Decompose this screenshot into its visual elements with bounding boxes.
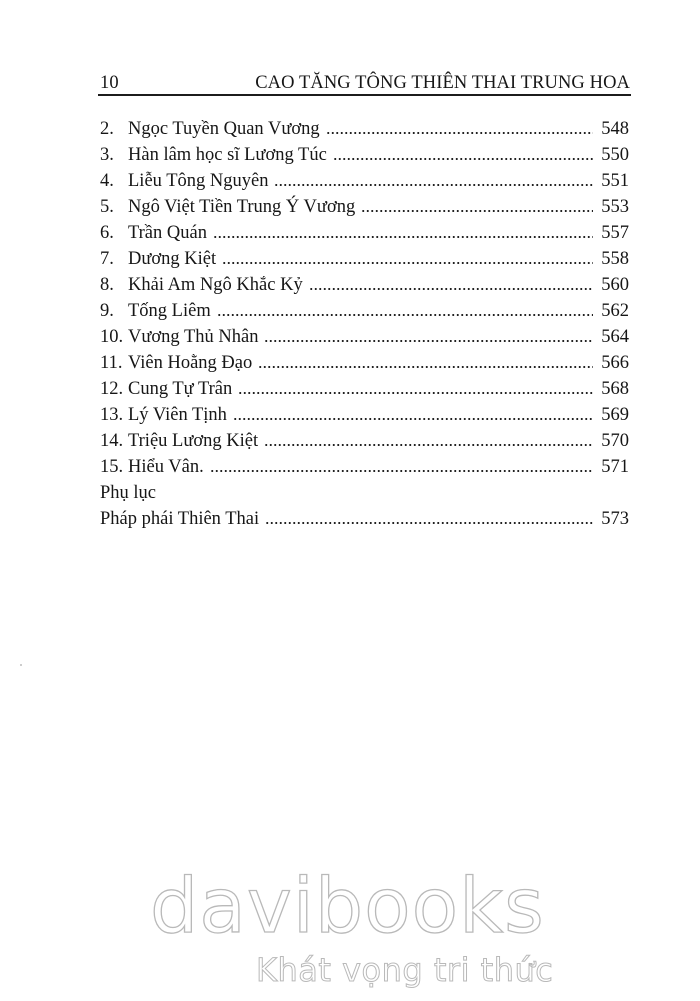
toc-entry-title: Liễu Tông Nguyên xyxy=(128,170,269,191)
toc-entry-page: 562 xyxy=(601,300,629,321)
toc-entry xyxy=(100,428,629,454)
toc-entry xyxy=(100,168,629,194)
dot-leader xyxy=(238,389,593,397)
toc-entry-title: Triệu Lương Kiệt xyxy=(128,430,259,451)
toc-entry-page: 564 xyxy=(601,326,629,347)
toc-entry-page: 548 xyxy=(601,118,629,139)
dot-leader xyxy=(265,519,593,527)
toc-entry-page: 551 xyxy=(601,170,629,191)
toc-entry-page: 550 xyxy=(601,144,629,165)
appendix-entry-page: 573 xyxy=(601,508,629,529)
toc-entry-number: 12. xyxy=(100,378,124,399)
table-of-contents xyxy=(100,116,629,532)
appendix-entry xyxy=(100,506,629,532)
toc-entry xyxy=(100,454,629,480)
toc-entry xyxy=(100,324,629,350)
page-number: 10 xyxy=(100,73,119,93)
dot-leader xyxy=(326,129,593,137)
toc-entry xyxy=(100,376,629,402)
dot-leader xyxy=(213,233,593,241)
toc-entry-number: 2. xyxy=(100,118,114,139)
dot-leader xyxy=(222,259,593,267)
toc-entry-number: 10. xyxy=(100,326,124,347)
toc-entry-number: 7. xyxy=(100,248,114,269)
toc-entry-title: Lý Viên Tịnh xyxy=(128,404,227,425)
toc-entry xyxy=(100,402,629,428)
dot-leader xyxy=(264,441,593,449)
toc-entry-number: 11. xyxy=(100,352,123,373)
toc-entry-number: 14. xyxy=(100,430,124,451)
dot-leader xyxy=(361,207,593,215)
toc-entry-title: Khải Am Ngô Khắc Kỷ xyxy=(128,274,303,295)
toc-entry-title: Tống Liêm xyxy=(128,300,211,321)
toc-entry xyxy=(100,350,629,376)
toc-entry xyxy=(100,116,629,142)
toc-entry-page: 569 xyxy=(601,404,629,425)
running-header xyxy=(100,64,630,94)
toc-entry-title: Ngọc Tuyền Quan Vương xyxy=(128,118,320,139)
toc-entry-number: 3. xyxy=(100,144,114,165)
toc-entry xyxy=(100,272,629,298)
toc-entry-page: 560 xyxy=(601,274,629,295)
dot-leader xyxy=(233,415,593,423)
toc-entry-title: Dương Kiệt xyxy=(128,248,217,269)
toc-entry-title: Hàn lâm học sĩ Lương Túc xyxy=(128,144,327,165)
toc-entry-page: 571 xyxy=(601,456,629,477)
toc-entry xyxy=(100,298,629,324)
toc-entry-title: Cung Tự Trân xyxy=(128,378,233,399)
toc-entry-number: 13. xyxy=(100,404,124,425)
toc-entry-number: 8. xyxy=(100,274,114,295)
paper-speck xyxy=(20,664,22,666)
dot-leader xyxy=(210,467,593,475)
toc-entry-number: 15. xyxy=(100,456,124,477)
toc-entry-title: Vương Thủ Nhân xyxy=(128,326,259,347)
toc-entry-page: 553 xyxy=(601,196,629,217)
watermark-slogan: Khát vọng tri thức xyxy=(256,951,554,989)
watermark xyxy=(150,861,570,998)
toc-entry xyxy=(100,246,629,272)
toc-entry-page: 558 xyxy=(601,248,629,269)
dot-leader xyxy=(258,363,593,371)
toc-entry-page: 568 xyxy=(601,378,629,399)
toc-entry-title: Ngô Việt Tiền Trung Ý Vương xyxy=(128,196,356,217)
toc-entry xyxy=(100,194,629,220)
toc-entry xyxy=(100,220,629,246)
toc-entry-title: Viên Hoằng Đạo xyxy=(128,352,253,373)
toc-entry xyxy=(100,142,629,168)
watermark-brand: davibooks xyxy=(150,861,545,950)
toc-entry-page: 557 xyxy=(601,222,629,243)
toc-entry-number: 6. xyxy=(100,222,114,243)
dot-leader xyxy=(264,337,593,345)
running-title: CAO TĂNG TÔNG THIÊN THAI TRUNG HOA xyxy=(255,73,630,93)
dot-leader xyxy=(309,285,593,293)
toc-entry-page: 570 xyxy=(601,430,629,451)
dot-leader xyxy=(274,181,593,189)
toc-entry-number: 4. xyxy=(100,170,114,191)
dot-leader xyxy=(333,155,593,163)
toc-entry-title: Hiểu Vân. xyxy=(128,456,204,477)
dot-leader xyxy=(217,311,593,319)
toc-entry-number: 9. xyxy=(100,300,114,321)
appendix-entry-title: Pháp phái Thiên Thai xyxy=(100,508,260,529)
header-rule xyxy=(98,94,631,96)
toc-entry-title: Trần Quán xyxy=(128,222,207,243)
appendix-heading: Phụ lục xyxy=(100,482,157,503)
toc-entry-page: 566 xyxy=(601,352,629,373)
toc-entry-number: 5. xyxy=(100,196,114,217)
